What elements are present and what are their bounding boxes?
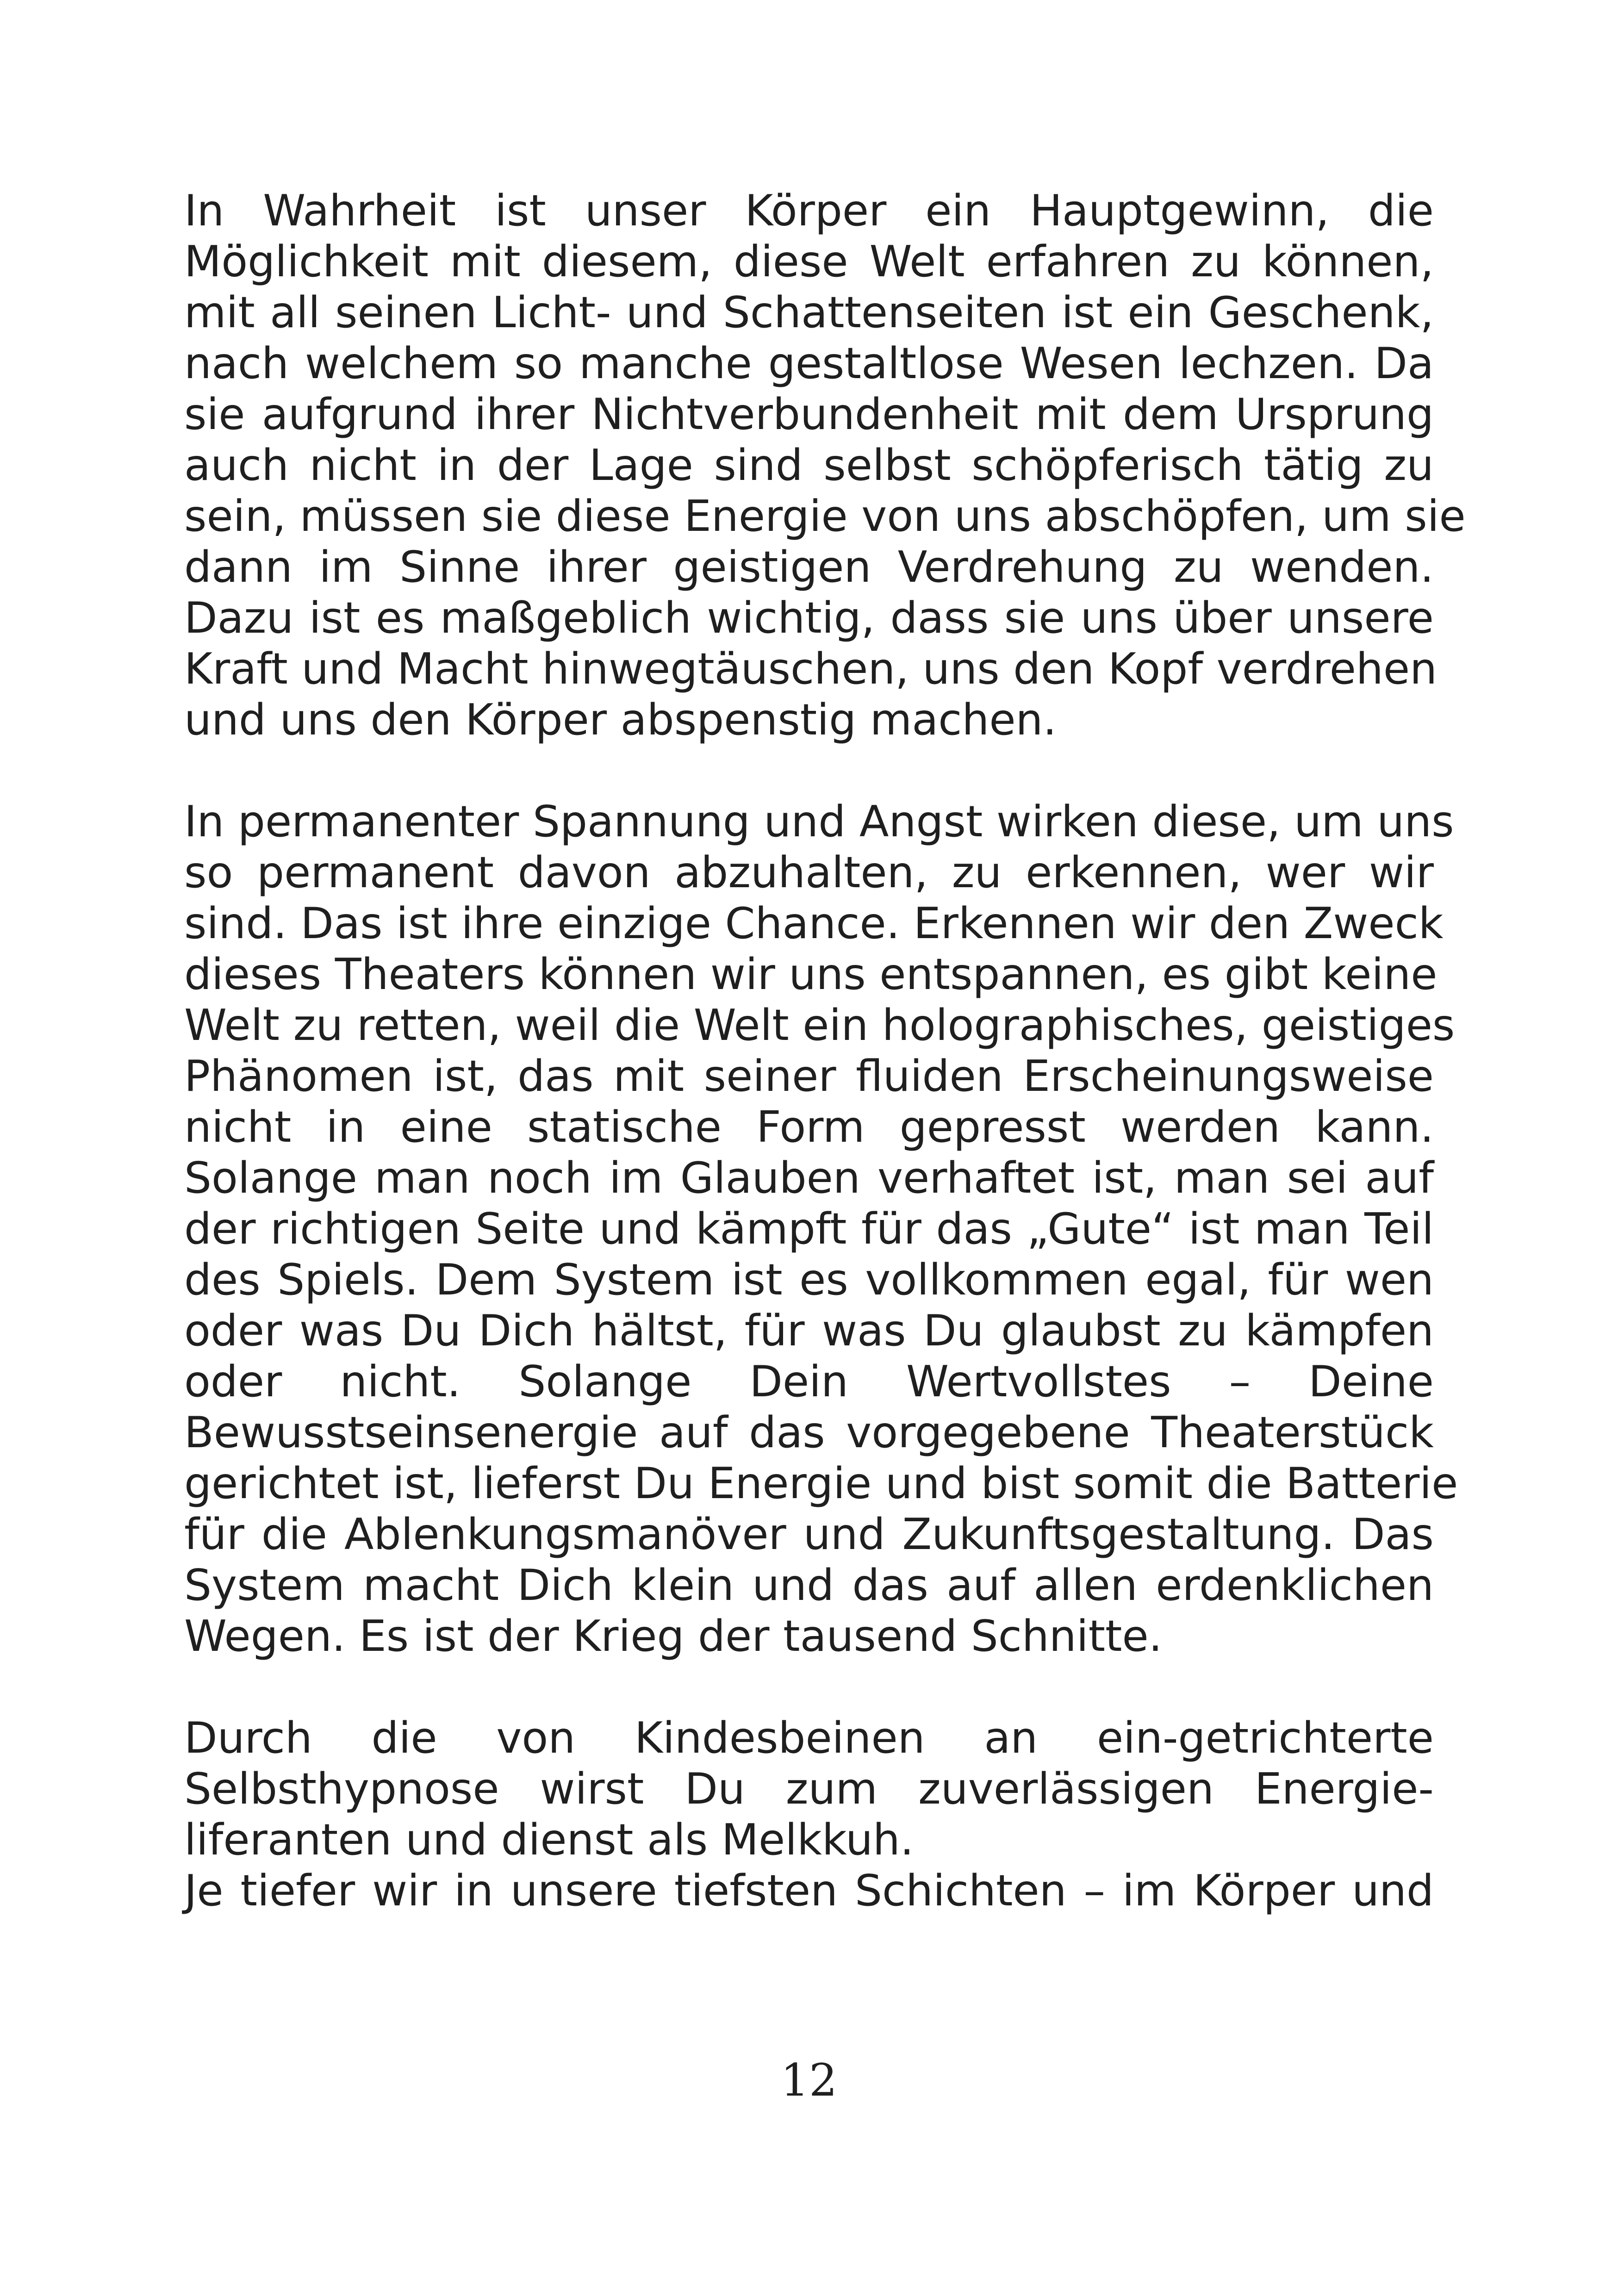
text-line: Welt zu retten, weil die Welt ein holographisches, geistiges: [184, 1000, 1455, 1050]
page-number: 12: [780, 2054, 838, 2106]
paragraph-1: [184, 185, 1466, 745]
text-line: gerichtet ist, lieferst Du Energie und bist somit die Batterie: [184, 1458, 1458, 1508]
text-line: mit all seinen Licht- und Schattenseiten ist ein Geschenk,: [184, 287, 1434, 337]
text-line: oder was Du Dich hältst, für was Du glaubst zu kämpfen: [184, 1306, 1434, 1356]
text-line: dann im Sinne ihrer geistigen Verdrehung zu wenden.: [184, 542, 1434, 592]
text-line: und uns den Körper abspenstig machen.: [184, 695, 1057, 745]
text-line: Selbsthypnose wirst Du zum zuverlässigen Energie-: [184, 1764, 1434, 1814]
text-line: für die Ablenkungsmanöver und Zukunftsgestaltung. Das: [184, 1509, 1434, 1559]
paragraph-3: [184, 1712, 1434, 1865]
text-line: Wegen. Es ist der Krieg der tausend Schnitte.: [184, 1611, 1163, 1661]
text-line: sind. Das ist ihre einzige Chance. Erkennen wir den Zweck: [184, 898, 1444, 948]
text-line: auch nicht in der Lage sind selbst schöpferisch tätig zu: [184, 440, 1434, 490]
paragraph-4: [184, 1865, 1434, 1916]
text-line: liferanten und dienst als Melkkuh.: [184, 1815, 914, 1865]
text-line: Bewusstseinsenergie auf das vorgegebene Theaterstück: [184, 1407, 1434, 1457]
text-line: sein, müssen sie diese Energie von uns abschöpfen, um sie: [184, 491, 1466, 541]
text-line: Phänomen ist, das mit seiner fluiden Erscheinungsweise: [184, 1051, 1434, 1101]
text-line: System macht Dich klein und das auf allen erdenklichen: [184, 1560, 1434, 1610]
text-line: Durch die von Kindesbeinen an ein-getrichterte: [184, 1713, 1434, 1763]
text-line: der richtigen Seite und kämpft für das „Gute“ ist man Teil: [184, 1204, 1434, 1254]
text-line: des Spiels. Dem System ist es vollkommen egal, für wen: [184, 1255, 1434, 1305]
text-line: Möglichkeit mit diesem, diese Welt erfahren zu können,: [184, 236, 1434, 286]
text-line: nicht in eine statische Form gepresst werden kann.: [184, 1102, 1434, 1152]
text-line: Solange man noch im Glauben verhaftet ist, man sei auf: [184, 1153, 1434, 1203]
paragraph-2: [184, 796, 1458, 1661]
text-line: Je tiefer wir in unsere tiefsten Schichten – im Körper und: [184, 1866, 1434, 1916]
text-line: so permanent davon abzuhalten, zu erkennen, wer wir: [184, 847, 1434, 897]
text-line: Dazu ist es maßgeblich wichtig, dass sie uns über unsere: [184, 593, 1434, 643]
text-line: In permanenter Spannung und Angst wirken diese, um uns: [184, 796, 1454, 846]
text-line: dieses Theaters können wir uns entspannen, es gibt keine: [184, 949, 1438, 999]
text-line: Kraft und Macht hinwegtäuschen, uns den Kopf verdrehen: [184, 644, 1438, 694]
text-line: nach welchem so manche gestaltlose Wesen lechzen. Da: [184, 338, 1434, 388]
text-line: oder nicht. Solange Dein Wertvollstes – Deine: [184, 1356, 1434, 1406]
text-line: In Wahrheit ist unser Körper ein Hauptgewinn, die: [184, 186, 1434, 236]
text-line: sie aufgrund ihrer Nichtverbundenheit mit dem Ursprung: [184, 389, 1434, 439]
